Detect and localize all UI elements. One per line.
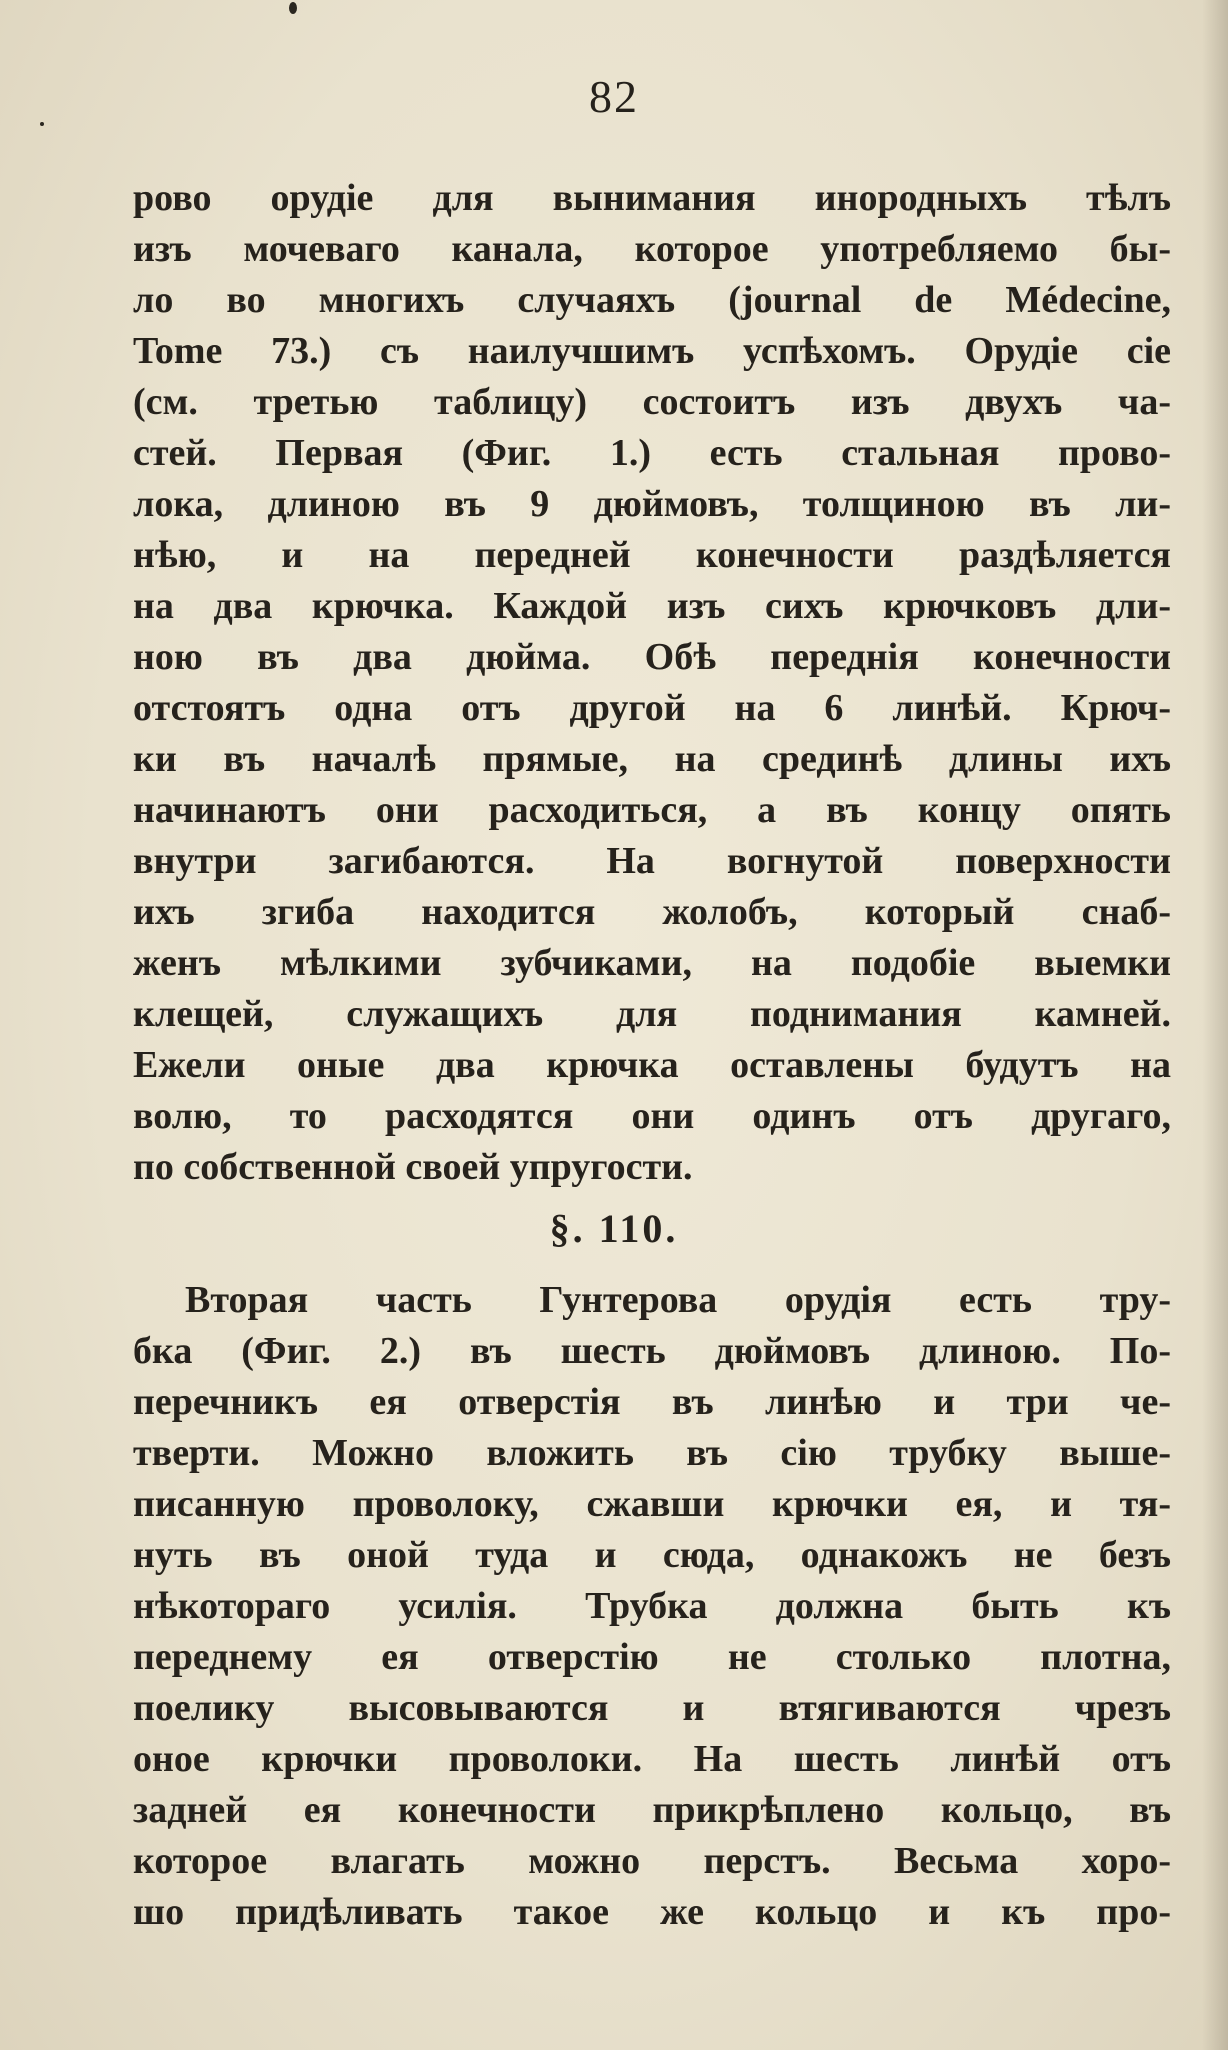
text-line: женъ мѣлкими зубчиками, на подобіе выемки [133, 942, 1171, 984]
text-line: (см. третью таблицу) состоитъ изъ двухъ ча- [133, 381, 1171, 423]
page-edge-shadow [1202, 0, 1228, 2050]
text-line: нуть въ оной туда и сюда, однакожъ не безъ [133, 1534, 1171, 1576]
text-line: начинаютъ они расходиться, а въ концу опять [133, 789, 1171, 831]
text-line: переднему ея отверстію не столько плотна, [133, 1636, 1171, 1678]
text-line: нѣю, и на передней конечности раздѣляется [133, 534, 1171, 576]
paragraph-1 [133, 173, 1171, 1193]
text-line: ною въ два дюйма. Обѣ переднія конечности [133, 636, 1171, 678]
ink-speck [289, 2, 297, 14]
text-line: отстоятъ одна отъ другой на 6 линѣй. Крюч- [133, 687, 1171, 729]
text-line: клещей, служащихъ для поднимания камней. [133, 993, 1171, 1035]
text-line: внутри загибаются. На вогнутой поверхности [133, 840, 1171, 882]
text-line: ихъ згиба находится жолобъ, который снаб- [133, 891, 1171, 933]
section-heading: §. 110. [549, 1206, 679, 1251]
text-line: шо придѣливать такое же кольцо и къ про- [133, 1891, 1171, 1933]
text-line: Вторая часть Гунтерова орудія есть тру- [185, 1279, 1171, 1321]
text-line: по собственной своей упругости. [133, 1146, 693, 1188]
text-line: на два крючка. Каждой изъ сихъ крючковъ дли- [133, 585, 1171, 627]
text-line: ло во многихъ случаяхъ (journal de Médecine, [133, 279, 1171, 321]
paragraph-2 [133, 1275, 1171, 1938]
text-line: поелику высовываются и втягиваются чрезъ [133, 1687, 1171, 1729]
text-line: Tome 73.) съ наилучшимъ успѣхомъ. Орудіе сіе [133, 330, 1171, 372]
text-line: перечникъ ея отверстія въ линѣю и три че- [133, 1381, 1171, 1423]
text-line: оное крючки проволоки. На шесть линѣй отъ [133, 1738, 1171, 1780]
text-line: задней ея конечности прикрѣплено кольцо, въ [133, 1789, 1171, 1831]
text-line: бка (Фиг. 2.) въ шесть дюймовъ длиною. По- [133, 1330, 1171, 1372]
text-line: изъ мочеваго канала, которое употребляемо бы- [133, 228, 1171, 270]
text-line: нѣкотораго усилія. Трубка должна быть къ [133, 1585, 1171, 1627]
text-line: писанную проволоку, сжавши крючки ея, и тя- [133, 1483, 1171, 1525]
text-line: лока, длиною въ 9 дюймовъ, толщиною въ ли- [133, 483, 1171, 525]
text-line: волю, то расходятся они одинъ отъ другаго, [133, 1095, 1171, 1137]
text-line: рово орудіе для вынимания инородныхъ тѣлъ [133, 177, 1171, 219]
text-line: которое влагать можно перстъ. Весьма хоро- [133, 1840, 1171, 1882]
text-line: стей. Первая (Фиг. 1.) есть стальная прово- [133, 432, 1171, 474]
text-line: Ежели оные два крючка оставлены будутъ на [133, 1044, 1171, 1086]
page-number: 82 [589, 71, 639, 122]
text-line: тверти. Можно вложить въ сію трубку выше- [133, 1432, 1171, 1474]
text-line: ки въ началѣ прямые, на срединѣ длины ихъ [133, 738, 1171, 780]
